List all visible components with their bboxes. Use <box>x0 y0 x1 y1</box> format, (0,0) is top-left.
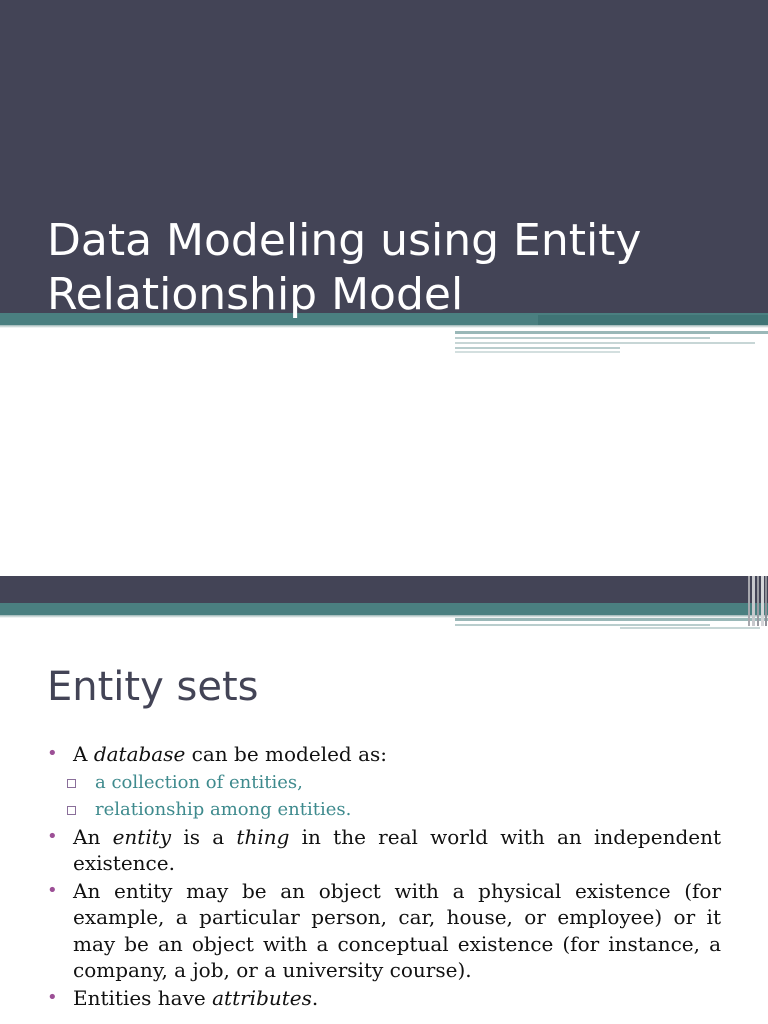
square-bullet-icon <box>67 806 76 815</box>
bullet-item <box>47 985 721 1012</box>
decorative-line <box>455 618 768 621</box>
header-band <box>0 576 768 603</box>
decorative-line <box>765 576 767 626</box>
bullet-text: A <box>73 742 94 766</box>
sub-bullet-item <box>47 796 721 824</box>
accent-stripe <box>0 603 768 615</box>
decorative-line <box>455 624 710 626</box>
decorative-line <box>455 337 710 339</box>
bullet-text: in the real world with an independent existence. <box>73 824 722 875</box>
italic-term: database <box>93 742 186 766</box>
decorative-line <box>748 576 750 626</box>
bullet-text: An <box>73 824 113 849</box>
bullet-dot-icon: • <box>47 825 58 847</box>
content-slide <box>0 576 768 1024</box>
decorative-line <box>455 347 620 349</box>
decorative-line <box>761 576 764 626</box>
bullet-text: can be modeled as: <box>185 742 388 766</box>
decorative-line <box>455 351 620 353</box>
decorative-line <box>757 576 759 626</box>
bullet-text: An entity may be an object with a physical existence (for example, a particular person, car, house, or employee) or it may be an object with a conceptual existence (for instance, a company, a job, or a university course). <box>73 878 721 982</box>
bullet-dot-icon: • <box>47 879 58 901</box>
sub-bullet-text: a collection of entities, <box>95 771 303 793</box>
italic-term: thing <box>236 824 290 849</box>
decorative-line <box>752 576 755 626</box>
slide-title: Entity sets <box>47 664 259 710</box>
bullet-item <box>47 878 721 984</box>
slide-title: Data Modeling using Entity Relationship Model <box>47 215 642 320</box>
bullet-dot-icon: • <box>47 986 58 1008</box>
bullet-dot-icon: • <box>47 743 58 764</box>
decorative-line <box>455 331 768 334</box>
decorative-line <box>455 342 755 344</box>
sub-bullet-item <box>47 769 721 797</box>
stripe-shadow <box>0 325 768 328</box>
bullet-item <box>47 741 721 768</box>
bullet-item <box>47 824 721 877</box>
italic-term: attributes <box>212 985 312 1010</box>
bullet-text: Entities have <box>73 985 213 1010</box>
bullet-list <box>47 741 721 1012</box>
square-bullet-icon <box>67 779 76 788</box>
italic-term: entity <box>112 824 172 849</box>
decorative-line <box>620 627 760 629</box>
sub-bullet-text: relationship among entities. <box>95 799 352 820</box>
bullet-text: . <box>311 985 319 1010</box>
bullet-text: is a <box>171 824 237 849</box>
